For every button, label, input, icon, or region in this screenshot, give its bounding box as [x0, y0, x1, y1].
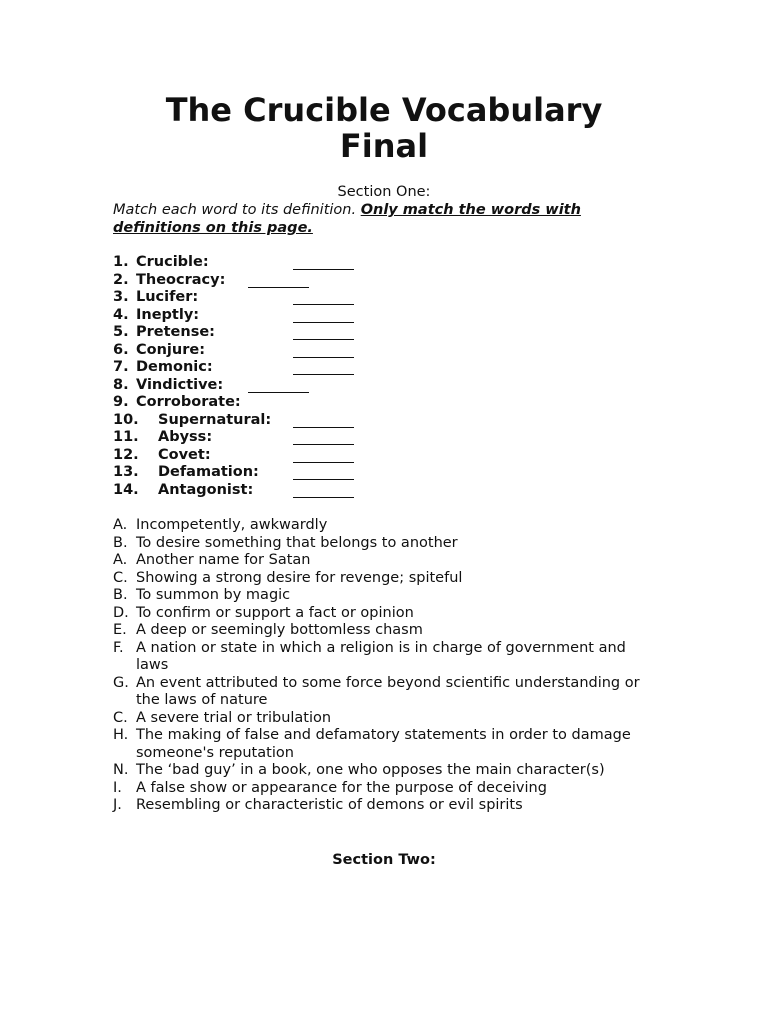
definition-letter: F.	[113, 639, 124, 656]
vocab-word: Ineptly:	[136, 306, 200, 323]
vocab-item	[113, 412, 271, 430]
document-title: The Crucible Vocabulary	[165, 91, 603, 129]
vocab-item	[113, 272, 271, 290]
vocab-item	[113, 342, 271, 360]
definition-letter: A.	[113, 552, 128, 568]
answer-blank	[293, 479, 354, 480]
definition-item	[113, 605, 658, 623]
definition-list	[113, 517, 658, 815]
definition-text: A nation or state in which a religion is in charge of government and laws	[136, 639, 626, 673]
answer-blank	[293, 462, 354, 463]
definition-letter: C.	[113, 709, 128, 726]
definition-text: Resembling or characteristic of demons or evil spirits	[136, 797, 523, 813]
vocab-item	[113, 464, 271, 482]
definition-text: Another name for Satan	[136, 552, 311, 568]
vocab-item	[113, 394, 271, 412]
vocab-number: 14.	[113, 481, 139, 498]
answer-blank	[293, 269, 354, 270]
definition-letter: B.	[113, 534, 128, 551]
definition-text: The making of false and defamatory statements in order to damage someone's reputation	[136, 727, 631, 761]
definition-letter: G.	[113, 674, 129, 691]
definition-text: The ‘bad guy’ in a book, one who opposes the main character(s)	[136, 762, 605, 778]
definition-item	[113, 570, 658, 588]
vocab-word: Antagonist:	[158, 481, 254, 498]
vocab-number: 3.	[113, 289, 129, 305]
vocab-word: Vindictive:	[136, 376, 224, 393]
vocab-word: Crucible:	[136, 254, 209, 270]
vocab-item	[113, 307, 271, 325]
answer-blank	[293, 322, 354, 323]
definition-letter: A.	[113, 517, 128, 533]
definition-item	[113, 675, 658, 710]
vocab-number: 2.	[113, 271, 129, 288]
definition-item	[113, 587, 658, 605]
definition-letter: I.	[113, 779, 122, 796]
vocab-word: Lucifer:	[136, 289, 199, 305]
answer-blank	[248, 287, 309, 288]
definition-item	[113, 640, 658, 675]
definition-text: A deep or seemingly bottomless chasm	[136, 622, 423, 638]
definition-item	[113, 797, 658, 815]
answer-blank	[293, 304, 354, 305]
vocab-number: 8.	[113, 376, 129, 393]
definition-item	[113, 535, 658, 553]
instruction-text: Match each word to its definition.	[113, 202, 361, 218]
vocab-number: 9.	[113, 394, 129, 410]
vocab-word: Corroborate:	[136, 394, 241, 410]
vocab-number: 7.	[113, 359, 129, 375]
vocab-item	[113, 482, 271, 500]
vocab-word: Demonic:	[136, 359, 213, 375]
vocab-number: 1.	[113, 254, 129, 270]
vocab-item	[113, 254, 271, 272]
answer-blank	[293, 444, 354, 445]
document-title-line2: Final	[339, 127, 429, 165]
vocab-word: Supernatural:	[158, 411, 272, 428]
definition-letter: C.	[113, 569, 128, 586]
vocab-number: 5.	[113, 324, 129, 340]
answer-blank	[248, 392, 309, 393]
vocab-number: 4.	[113, 306, 129, 323]
vocab-word: Theocracy:	[136, 271, 226, 288]
definition-text: An event attributed to some force beyond scientific understanding or the laws of nature	[136, 674, 640, 708]
vocab-number: 6.	[113, 341, 129, 358]
definition-item	[113, 780, 658, 798]
definition-item	[113, 552, 658, 570]
definition-text: A false show or appearance for the purpose of deceiving	[136, 779, 547, 796]
vocab-item	[113, 289, 271, 307]
section-two-heading: Section Two:	[332, 852, 436, 868]
vocab-word: Abyss:	[158, 429, 213, 445]
vocab-item	[113, 359, 271, 377]
vocab-word: Covet:	[158, 446, 211, 463]
definition-letter: D.	[113, 604, 129, 621]
definition-text: A severe trial or tribulation	[136, 709, 332, 726]
vocab-item	[113, 324, 271, 342]
vocab-number: 10.	[113, 411, 139, 428]
vocab-number: 11.	[113, 429, 139, 445]
answer-blank	[293, 374, 354, 375]
vocab-number: 12.	[113, 446, 139, 463]
vocab-word: Defamation:	[158, 464, 259, 480]
vocab-word: Conjure:	[136, 341, 206, 358]
definition-item	[113, 710, 658, 728]
definition-letter: J.	[113, 797, 122, 813]
vocab-word: Pretense:	[136, 324, 215, 340]
instruction-emphasis: Only match the words with definitions on this page.	[113, 202, 581, 236]
section-one-heading: Section One:	[337, 184, 431, 200]
definition-text: To desire something that belongs to another	[136, 534, 458, 551]
definition-text: Incompetently, awkwardly	[136, 517, 328, 533]
definition-letter: N.	[113, 762, 129, 778]
vocabulary-word-list	[113, 254, 271, 499]
definition-letter: B.	[113, 587, 128, 603]
definition-letter: H.	[113, 727, 129, 743]
definition-text: Showing a strong desire for revenge; spiteful	[136, 569, 463, 586]
definition-item	[113, 517, 658, 535]
definition-letter: E.	[113, 622, 127, 638]
vocab-item	[113, 429, 271, 447]
instructions	[113, 201, 653, 237]
vocab-number: 13.	[113, 464, 139, 480]
vocab-item	[113, 377, 271, 395]
definition-text: To confirm or support a fact or opinion	[136, 604, 414, 621]
answer-blank	[293, 339, 354, 340]
definition-item	[113, 762, 658, 780]
answer-blank	[293, 357, 354, 358]
answer-blank	[293, 427, 354, 428]
definition-text: To summon by magic	[136, 587, 291, 603]
definition-item	[113, 727, 658, 762]
vocab-item	[113, 447, 271, 465]
answer-blank	[293, 497, 354, 498]
definition-item	[113, 622, 658, 640]
